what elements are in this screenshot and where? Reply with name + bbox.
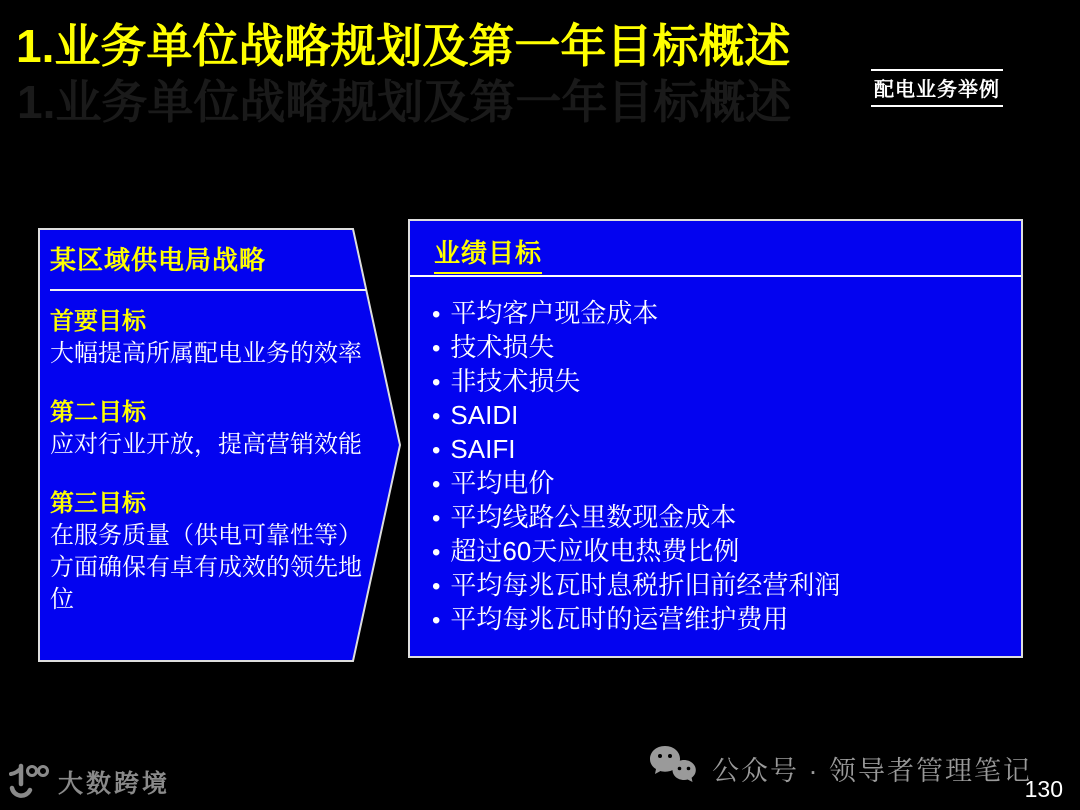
- page-number: 130: [1024, 776, 1063, 802]
- example-corner-tag: 配电业务举例: [871, 69, 1003, 107]
- list-item: [432, 331, 1007, 365]
- wechat-watermark: [648, 744, 1032, 792]
- section-label: 首要目标: [50, 308, 146, 335]
- strategy-arrow-panel: [38, 228, 404, 663]
- section-text: 应对行业开放，提高营销效能: [50, 431, 362, 458]
- list-item: [432, 535, 1007, 569]
- list-item-text: 非技术损失: [450, 366, 581, 396]
- strategy-section: [50, 396, 372, 461]
- list-item: [432, 569, 1007, 603]
- list-item: [432, 467, 1007, 501]
- strategy-panel-content: [38, 228, 386, 616]
- list-item: [432, 365, 1007, 399]
- list-item-text: 平均线路公里数现金成本: [450, 502, 737, 532]
- bullet-icon: •: [432, 369, 441, 396]
- bullet-icon: •: [432, 539, 441, 566]
- list-item-text: 平均客户现金成本: [450, 298, 659, 328]
- section-label: 第三目标: [50, 490, 146, 517]
- bullet-icon: •: [432, 573, 441, 600]
- wechat-account-label: 公众号 · 领导者管理笔记: [712, 755, 1032, 786]
- bullet-icon: •: [432, 607, 441, 634]
- list-item-text: 超过60天应收电热费比例: [450, 536, 740, 566]
- strategy-section: [50, 487, 372, 616]
- section-text: 大幅提高所属配电业务的效率: [50, 340, 362, 367]
- wechat-icon: [648, 744, 698, 792]
- targets-list: [410, 277, 1021, 637]
- list-item-text: 平均电价: [450, 468, 555, 498]
- section-text: 在服务质量（供电可靠性等）方面确保有卓有成效的领先地位: [50, 522, 362, 613]
- bullet-icon: •: [432, 301, 441, 328]
- bullet-icon: •: [432, 403, 441, 430]
- bullet-icon: •: [432, 505, 441, 532]
- dashu-100-logo-icon: [8, 762, 52, 802]
- list-item-text: 平均每兆瓦时的运营维护费用: [450, 604, 789, 634]
- strategy-panel-title: 某区域供电局战略: [50, 245, 267, 275]
- list-item-text: 平均每兆瓦时息税折旧前经营利润: [450, 570, 841, 600]
- list-item: [432, 433, 1007, 467]
- bullet-icon: •: [432, 471, 441, 498]
- list-item: [432, 501, 1007, 535]
- targets-panel: [408, 219, 1023, 658]
- section-label: 第二目标: [50, 399, 146, 426]
- bullet-icon: •: [432, 335, 441, 362]
- list-item-text: SAIDI: [450, 400, 519, 430]
- list-item: [432, 399, 1007, 433]
- bullet-icon: •: [432, 437, 441, 464]
- list-item: [432, 603, 1007, 637]
- targets-panel-title: 业绩目标: [434, 238, 542, 274]
- targets-panel-header: [410, 221, 1021, 277]
- list-item: [432, 297, 1007, 331]
- list-item-text: SAIFI: [450, 434, 516, 464]
- page-title-shadow: 1.业务单位战略规划及第一年目标概述: [17, 76, 792, 128]
- brand-name: 大数跨境: [58, 770, 171, 798]
- list-item-text: 技术损失: [450, 332, 555, 362]
- divider-line: [50, 289, 366, 291]
- strategy-section: [50, 305, 372, 370]
- brand-watermark: [8, 762, 170, 802]
- page-title: 1.业务单位战略规划及第一年目标概述: [16, 20, 791, 72]
